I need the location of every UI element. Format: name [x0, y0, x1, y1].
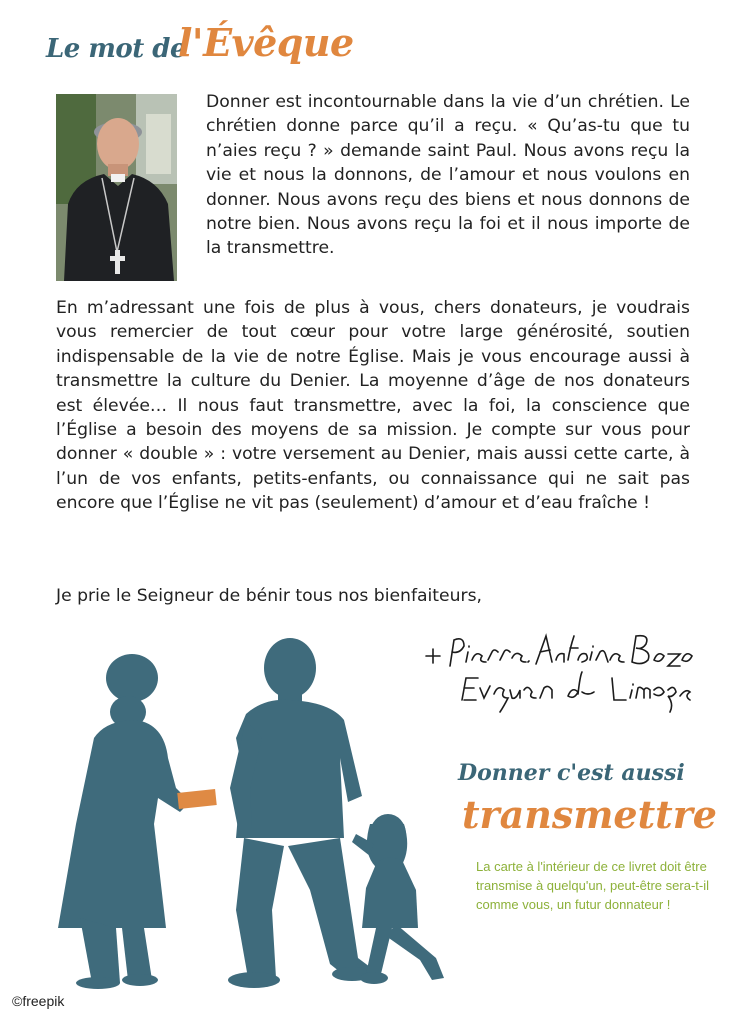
bishop-photo	[56, 94, 177, 281]
intro-paragraph: Donner est incontournable dans la vie d’un chrétien. Le chrétien donne parce qu’il a reçu. « Qu’as-tu que tu n’aies reçu ? » demande saint Paul. Nous avons reçu la vie et nous la donnons, de l’amour et nous voulons en donner. Nous avons reçu des biens et nous donnons de notre bien. Nous avons reçu la foi et il nous importe de la transmettre.	[206, 92, 690, 259]
heading-title: l'Évêque	[178, 20, 354, 65]
transmission-note: La carte à l'intérieur de ce livret doit être transmise à quelqu'un, peut-être sera-t-il comme vous, un futur donnateur !	[476, 859, 709, 912]
tagline-line-2: transmettre	[462, 792, 717, 837]
main-paragraph: En m’adressant une fois de plus à vous, chers donateurs, je voudrais vous remercier de tout cœur pour votre large générosité, soutien indispensable de la vie de notre Église. Mais je vous encourage aussi à transmettre la culture du Denier. La moyenne d’âge de nos donateurs est élevée… Il nous faut transmettre, avec la foi, la conscience que l’Église a besoin des moyens de sa mission. Je compte sur vous pour donner « double » : votre versement au Denier, mais aussi cette carte, à l’un de vos enfants, petits-enfants, ou connaissance qui ne sait pas encore que l’Église ne vit pas (seulement) d’amour et d’eau fraîche !	[56, 298, 690, 514]
image-credit: ©freepik	[12, 993, 65, 1009]
tagline-line-1: Donner c'est aussi	[458, 760, 685, 786]
page-heading	[46, 18, 366, 78]
heading-prefix: Le mot de	[46, 34, 187, 64]
family-silhouettes-illustration	[40, 628, 470, 998]
closing-line: Je prie le Seigneur de bénir tous nos bienfaiteurs,	[56, 586, 482, 606]
